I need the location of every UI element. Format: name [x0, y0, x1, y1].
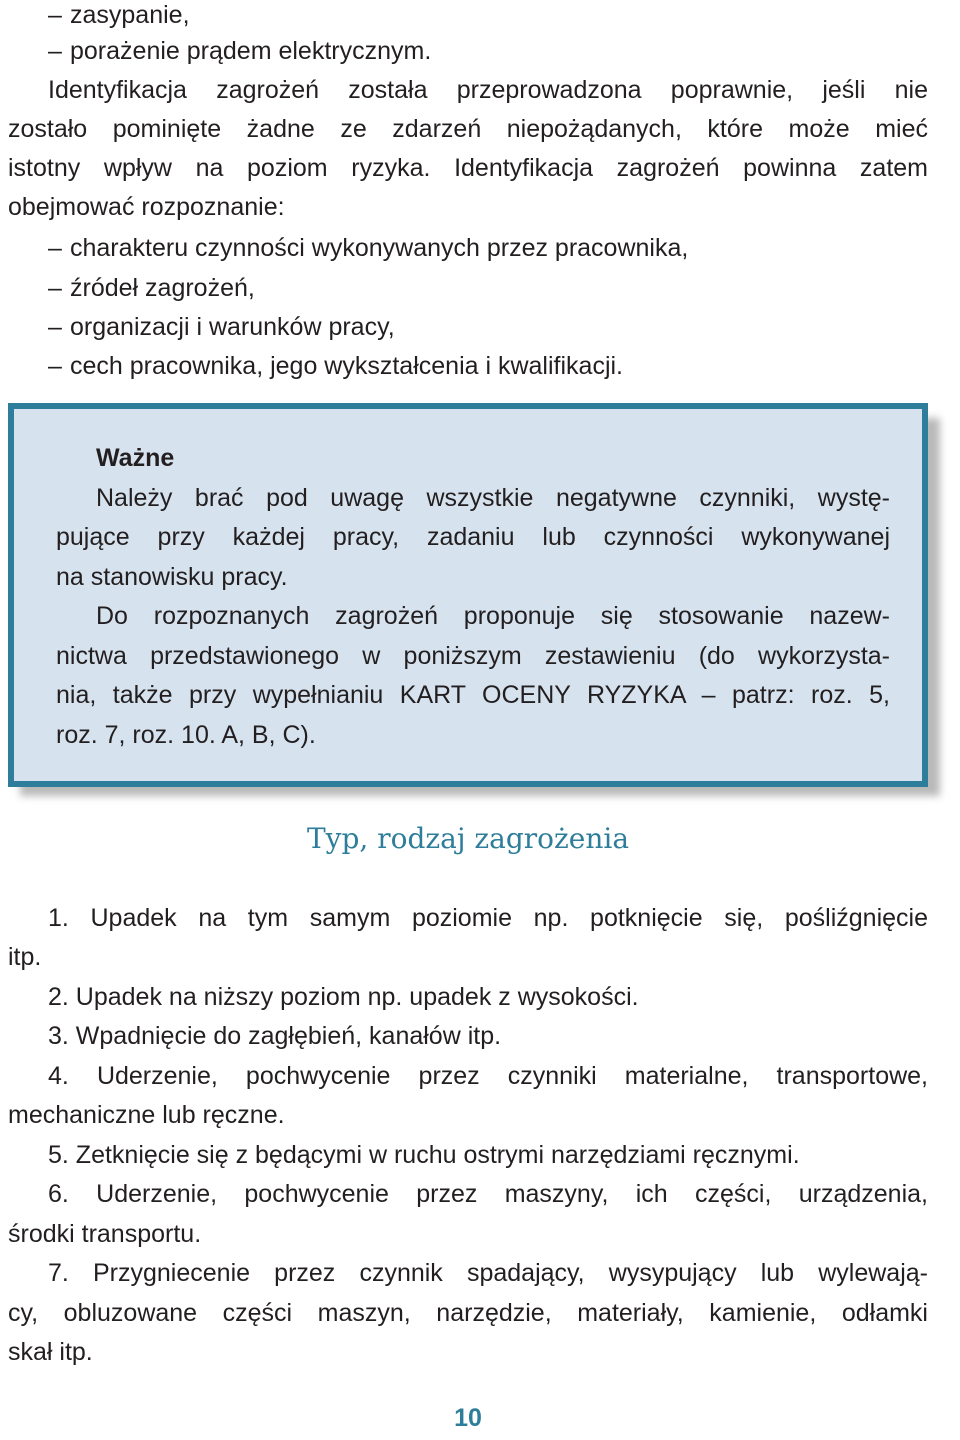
hazard-line: itp.: [8, 943, 42, 971]
dash-glyph: –: [48, 1, 62, 29]
list-item: [48, 312, 395, 342]
dash-glyph: –: [48, 352, 62, 380]
callout-line: Do rozpoznanych zagrożeń proponuje się stosowanie nazew-: [96, 602, 890, 630]
list-item-text: cech pracownika, jego wykształcenia i kwalifikacji.: [70, 352, 624, 380]
hazard-line: 3. Wpadnięcie do zagłębień, kanałów itp.: [48, 1022, 502, 1050]
dash-glyph: –: [48, 234, 62, 262]
important-callout: [8, 403, 928, 787]
list-item-text: zasypanie,: [70, 1, 190, 29]
callout-line: nia, także przy wypełnianiu KART OCENY RYZYKA – patrz: roz. 5,: [56, 681, 890, 709]
list-item-text: charakteru czynności wykonywanych przez pracownika,: [70, 234, 689, 262]
list-item-text: porażenie prądem elektrycznym.: [70, 37, 432, 65]
dash-glyph: –: [48, 37, 62, 65]
hazard-line: cy, obluzowane części maszyn, narzędzie, materiały, kamienie, odłamki: [8, 1299, 928, 1327]
list-item: [48, 0, 190, 30]
list-item: [48, 36, 431, 66]
hazard-line: 6. Uderzenie, pochwycenie przez maszyny, ich części, urządzenia,: [48, 1180, 928, 1208]
callout-line: pujące przy każdej pracy, zadaniu lub czynności wykonywanej: [56, 523, 890, 551]
callout-line: roz. 7, roz. 10. A, B, C).: [56, 721, 316, 749]
paragraph-line: obejmować rozpoznanie:: [8, 193, 285, 221]
hazard-line: skał itp.: [8, 1338, 93, 1366]
hazard-line: 5. Zetknięcie się z będącymi w ruchu ostrymi narzędziami ręcznymi.: [48, 1141, 800, 1169]
hazard-line: 4. Uderzenie, pochwycenie przez czynniki materialne, transportowe,: [48, 1062, 928, 1090]
hazard-line: 1. Upadek na tym samym poziomie np. potknięcie się, pośliźgnięcie: [48, 904, 928, 932]
callout-line: na stanowisku pracy.: [56, 563, 288, 591]
page-number: 10: [454, 1404, 482, 1432]
list-item-text: źródeł zagrożeń,: [70, 274, 255, 302]
section-title: Typ, rodzaj zagrożenia: [306, 822, 630, 855]
list-item: [48, 273, 255, 303]
hazard-line: środki transportu.: [8, 1220, 202, 1248]
paragraph-line: zostało pominięte żadne ze zdarzeń niepożądanych, które może mieć: [8, 115, 928, 143]
list-item: [48, 233, 688, 263]
list-item-text: organizacji i warunków pracy,: [70, 313, 395, 341]
hazard-line: 2. Upadek na niższy poziom np. upadek z wysokości.: [48, 983, 639, 1011]
callout-line: Należy brać pod uwagę wszystkie negatywne czynniki, wystę-: [96, 484, 890, 512]
hazard-line: mechaniczne lub ręczne.: [8, 1101, 285, 1129]
dash-glyph: –: [48, 313, 62, 341]
paragraph-line: Identyfikacja zagrożeń została przeprowadzona poprawnie, jeśli nie: [48, 76, 928, 104]
callout-heading: Ważne: [96, 444, 175, 472]
list-item: [48, 351, 623, 381]
callout-line: nictwa przedstawionego w poniższym zestawieniu (do wykorzysta-: [56, 642, 890, 670]
dash-glyph: –: [48, 274, 62, 302]
hazard-line: 7. Przygniecenie przez czynnik spadający, wysypujący lub wylewają-: [48, 1259, 928, 1287]
paragraph-line: istotny wpływ na poziom ryzyka. Identyfikacja zagrożeń powinna zatem: [8, 154, 928, 182]
